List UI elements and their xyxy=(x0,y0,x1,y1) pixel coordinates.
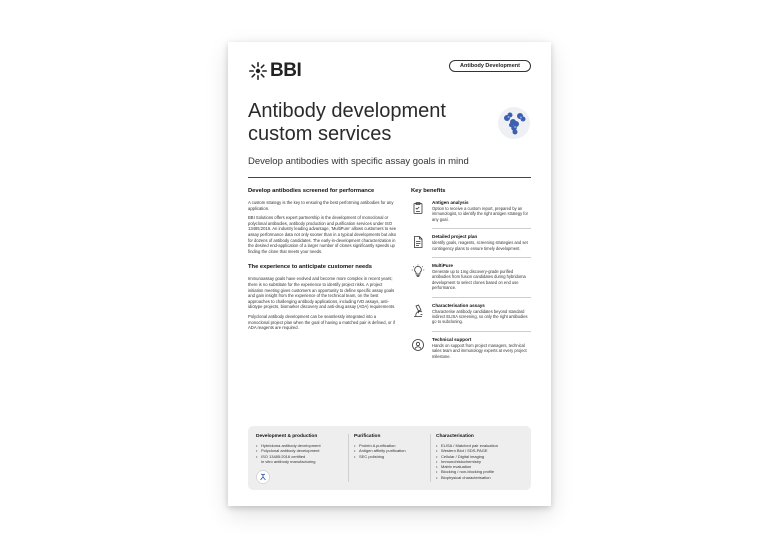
category-tag: Antibody Development xyxy=(449,60,531,72)
benefit-title: MultiPure xyxy=(432,263,453,269)
clipboard-icon xyxy=(411,201,425,215)
list-item: • Biophysical characterisation xyxy=(436,475,526,480)
logo-text: BBI xyxy=(270,60,302,81)
benefit-title: Technical support xyxy=(432,336,472,342)
benefit-divider xyxy=(432,297,531,298)
bbi-logo xyxy=(248,60,301,82)
antibody-molecule-icon xyxy=(497,106,531,140)
benefit-item xyxy=(411,234,531,251)
column-heading: Purification xyxy=(354,434,381,439)
benefit-text: Characterise antibody candidates beyond standard indirect ELISA screening, so only the right antibodies go to subcloning. xyxy=(432,308,528,325)
list-item: • ELISA / Matched pair evaluation xyxy=(436,443,526,448)
microscope-icon xyxy=(411,304,425,318)
divider xyxy=(248,177,531,178)
benefit-divider xyxy=(432,228,531,229)
section-1-paragraph-2: BBI Solutions offers expert partnership in the development of monoclonal or polyclonal antibodies, antibody production and purification services under ISO 13485:2016. An industry leading advantage, ‘MultiPure’ allows customers to see assay performance data not only sooner than in a typical developments but also for dozens of antibody candidates. The early-in-development characterization in the desired end-application of a larger number of clones significantly speeds up finding the clone that meets your needs. xyxy=(248,215,397,254)
section-2-paragraph-1: Immunoassay goals have evolved and become more complex in recent years; there is no substitute for the experience to identify project risks. A project initiation meeting gives customers an opportunity to define specific assay goals and gain insight from the experience of the technical team, on the best approaches to challenging antibody applications, including IVD assays, anti-idiotype projects, biomarker discovery and anti-drug assay (ADA) requirements. xyxy=(248,276,396,310)
benefit-item xyxy=(411,303,531,325)
characterisation-column xyxy=(436,434,526,480)
list-item: • Matrix evaluation xyxy=(436,464,526,469)
list-item: • Blocking / non-blocking profile xyxy=(436,469,526,474)
bbi-logo-mark-icon xyxy=(248,61,268,81)
list-item: • Western Blot / SDS-PAGE xyxy=(436,448,526,453)
list-item: • Hybridoma antibody development xyxy=(256,443,346,448)
column-divider xyxy=(430,434,431,482)
list-item: • Protein A purification xyxy=(354,443,424,448)
section-2-paragraph-2: Polyclonal antibody development can be seamlessly integrated into a monoclonal project plan when the goal of having a matched pair is defined, or if ADA reagents are required. xyxy=(248,313,395,331)
benefit-item xyxy=(411,200,531,222)
list-item-continuation: in vitro antibody manufacturing xyxy=(261,458,316,464)
services-summary-box xyxy=(248,426,531,490)
list-item: • ISO 13485:2016 certified xyxy=(256,454,346,459)
benefit-item xyxy=(411,337,531,359)
key-benefits-heading: Key benefits xyxy=(411,188,446,194)
list-item: • Antigen affinity purification xyxy=(354,448,424,453)
column-heading: Characterisation xyxy=(436,434,474,439)
title-line-1: Antibody development xyxy=(248,100,446,122)
key-benefits-column xyxy=(411,188,531,365)
left-column xyxy=(248,188,398,335)
benefit-title: Antigen analysis xyxy=(432,200,469,205)
section-1-paragraph-1: A custom strategy is the key to ensuring the best performing antibodies for any application. xyxy=(248,200,394,211)
column-heading: Development & production xyxy=(256,434,318,439)
benefit-text: Option to receive a custom report, prepared by an immunologist, to identify the right antigen strategy for any goal. xyxy=(432,206,529,222)
benefit-text: Identify goals, reagents, screening strategies and set contingency plans to ensure timely development. xyxy=(432,240,528,251)
section-heading-performance: Develop antibodies screened for performance xyxy=(248,188,375,194)
brochure-page xyxy=(228,42,551,506)
list-item: • SEC polishing xyxy=(354,454,424,459)
benefit-divider xyxy=(432,331,531,332)
section-heading-experience: The experience to anticipate customer needs xyxy=(248,264,373,271)
lightbulb-icon xyxy=(411,264,425,278)
benefit-text: Generate up to 1mg discovery-grade purified antibodies from fusion candidates during hybridoma development to select clones based on end use performance. xyxy=(432,269,526,291)
list-item: • Cellular / Digital imaging xyxy=(436,454,526,459)
purification-column xyxy=(354,434,424,459)
title-line-2: custom services xyxy=(248,123,392,145)
list-item: • Immunohistochemistry xyxy=(436,459,526,464)
document-icon xyxy=(411,235,425,249)
list-item: • Polyclonal antibody development xyxy=(256,448,346,453)
column-divider xyxy=(348,434,349,482)
page-title xyxy=(248,100,468,146)
development-production-column xyxy=(256,434,346,464)
benefit-title: Detailed project plan xyxy=(432,234,478,240)
benefit-title: Characterisation assays xyxy=(432,302,485,308)
benefit-divider xyxy=(432,257,531,258)
antibody-badge-icon xyxy=(256,470,270,484)
benefit-item xyxy=(411,263,531,291)
page-subtitle: Develop antibodies with specific assay goals in mind xyxy=(248,156,469,167)
benefit-text: Hands on support from project managers, technical sales team and immunology experts at every project milestone. xyxy=(432,342,527,359)
support-icon xyxy=(411,338,425,352)
